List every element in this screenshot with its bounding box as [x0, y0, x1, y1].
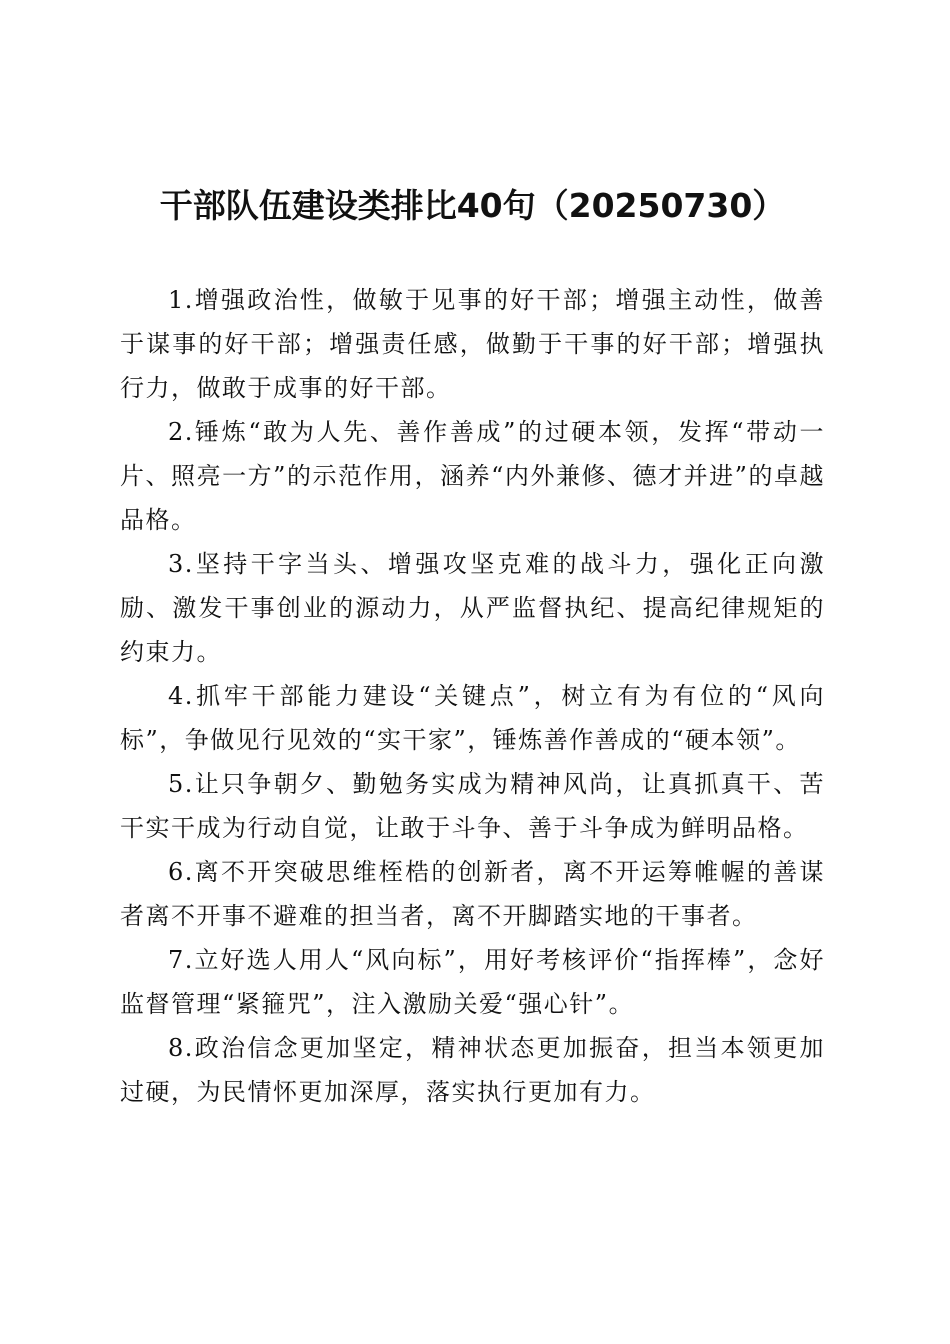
paragraph-6: 6.离不开突破思维桎梏的创新者，离不开运筹帷幄的善谋者离不开事不避难的担当者，离不开脚踏实地的干事者。: [120, 858, 825, 930]
document-title: 干部队伍建设类排比40句（20250730）: [159, 186, 786, 225]
paragraph-5: 5.让只争朝夕、勤勉务实成为精神风尚，让真抓真干、苦干实干成为行动自觉，让敢于斗争、善于斗争成为鲜明品格。: [120, 770, 825, 842]
paragraph-3: 3.坚持干字当头、增强攻坚克难的战斗力，强化正向激励、激发干事创业的源动力，从严监督执纪、提高纪律规矩的约束力。: [120, 550, 825, 666]
paragraph-1: 1.增强政治性，做敏于见事的好干部；增强主动性，做善于谋事的好干部；增强责任感，做勤于干事的好干部；增强执行力，做敢于成事的好干部。: [120, 286, 825, 402]
paragraph-7: 7.立好选人用人“风向标”，用好考核评价“指挥棒”，念好监督管理“紧箍咒”，注入激励关爱“强心针”。: [120, 946, 825, 1018]
paragraph-8: 8.政治信念更加坚定，精神状态更加振奋，担当本领更加过硬，为民情怀更加深厚，落实执行更加有力。: [120, 1034, 825, 1106]
paragraph-2: 2.锤炼“敢为人先、善作善成”的过硬本领，发挥“带动一片、照亮一方”的示范作用，涵养“内外兼修、德才并进”的卓越品格。: [120, 418, 825, 534]
paragraph-4: 4.抓牢干部能力建设“关键点”，树立有为有位的“风向标”，争做见行见效的“实干家”，锤炼善作善成的“硬本领”。: [120, 682, 825, 754]
